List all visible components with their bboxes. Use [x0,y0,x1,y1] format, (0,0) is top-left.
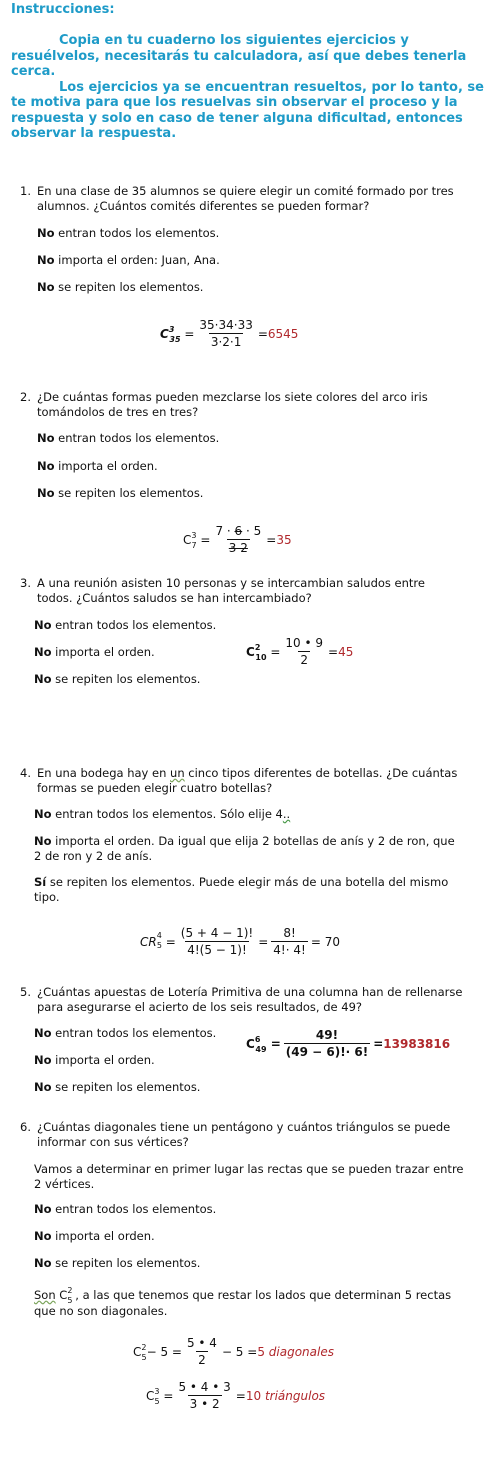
q6-paragraph: Vamos a determinar en primer lugar las rectas que se pueden trazar entre 2 vértices. [34,1162,464,1191]
q1-result: 6545 [267,326,299,341]
question-2: 2. ¿De cuántas formas pueden mezclarse los siete colores del arco iris tomándolos de tres en tres? [20,390,428,419]
q5-condition-3: No se repiten los elementos. [34,1080,201,1094]
question-4: 4. En una bodega hay en un cinco tipos diferentes de botellas. ¿De cuántas formas se pueden elegir cuatro botellas? [20,766,458,795]
q6-condition-2: No importa el orden. [34,1229,155,1243]
q5-condition-2: No importa el orden. [34,1053,155,1067]
q3-condition-3: No se repiten los elementos. [34,672,201,686]
q6-condition-3: No se repiten los elementos. [34,1256,201,1270]
question-1 [20,184,460,214]
q1-formula: $C^3_{35}$ = $\frac{35\cdot 34\cdot 33}{3\cdot 2\cdot 1}$ = 6545 [160,318,299,349]
q3-formula: $C^2_{10}$ = $\frac{10 • 9}{2}$ = 45 [246,636,354,667]
q6-diagonals-formula: $C^2_5$ − 5 = $\frac{5 • 4}{2}$ − 5 = 5 diagonales [133,1336,334,1367]
q3-result: 45 [338,644,354,659]
intro-paragraph-1: Copia en tu cuaderno los siguientes ejercicios y resuélvelos, necesitarás tu calculadora, así que debes tenerla cerca. [11,33,467,79]
q5-result: 13983816 [383,1036,451,1051]
q6-son-text: Son $C^2_5$ , a las que tenemos que restar los lados que determinan 5 rectas que no son diagonales. [34,1286,452,1318]
intro-paragraph-2: Los ejercicios ya se encuentran resueltos, por lo tanto, se te motiva para que los resuelvas sin observar el proceso y la respuesta y solo en caso de tener alguna dificultad, entonces observar la respuesta. [11,79,484,141]
q5-formula: $C^6_{49}$ = $\frac{49!}{(49 - 6)!\cdot 6!}$ = 13983816 [246,1028,451,1059]
q5-condition-1: No entran todos los elementos. [34,1026,217,1040]
q4-result: 70 [324,934,340,949]
q6-diagonals-result: 5 [257,1344,265,1359]
q1-condition-1: No entran todos los elementos. [37,226,220,240]
question-6: 6. ¿Cuántas diagonales tiene un pentágono y cuántos triángulos se puede informar con sus vértices? [20,1120,451,1149]
q1-condition-2: No importa el orden: Juan, Ana. [37,253,220,267]
q2-condition-3: No se repiten los elementos. [37,486,204,500]
q2-formula: $C^3_7$ = $\frac{7 \cdot 6 \cdot 5}{3 2}$ = 35 [183,524,292,555]
q6-triangles-result: 10 [245,1388,262,1403]
question-3: 3. A una reunión asisten 10 personas y se intercambian saludos entre todos. ¿Cuántos saludos se han intercambiado? [20,576,425,605]
q2-condition-1: No entran todos los elementos. [37,431,220,445]
q2-condition-2: No importa el orden. [37,459,158,473]
q4-condition-2: No importa el orden. Da igual que elija 2 botellas de anís y 2 de ron, que 2 de ron y 2 de anís. [34,834,455,863]
q4-condition-1: No entran todos los elementos. Sólo elije 4.. [34,807,291,821]
q3-condition-2: No importa el orden. [34,645,155,659]
q2-result: 35 [276,532,292,547]
question-number: 1. [20,184,31,198]
intro-text [11,33,496,142]
q4-condition-3: Sí se repiten los elementos. Puede elegir más de una botella del mismo tipo. [34,875,449,904]
question-5: 5. ¿Cuántas apuestas de Lotería Primitiva de una columna han de rellenarse para asegurarse el acierto de los seis resultados, de 49? [20,985,463,1014]
question-text: En una clase de 35 alumnos se quiere elegir un comité formado por tres alumnos. ¿Cuántos comités diferentes se pueden formar? [37,184,454,213]
q6-condition-1: No entran todos los elementos. [34,1202,217,1216]
q3-condition-1: No entran todos los elementos. [34,618,217,632]
q4-formula: CR 4 5 = $\frac{(5 + 4 - 1)!}{4!(5 - 1)!}$ = $\frac{8!}{4!\cdot 4!}$ = 70 [140,926,340,957]
q6-triangles-formula: $C^3_5$ = $\frac{5 • 4 • 3}{3 • 2}$ = 10 triángulos [146,1380,326,1411]
q1-condition-3: No se repiten los elementos. [37,280,204,294]
instructions-heading: Instrucciones: [11,2,115,17]
